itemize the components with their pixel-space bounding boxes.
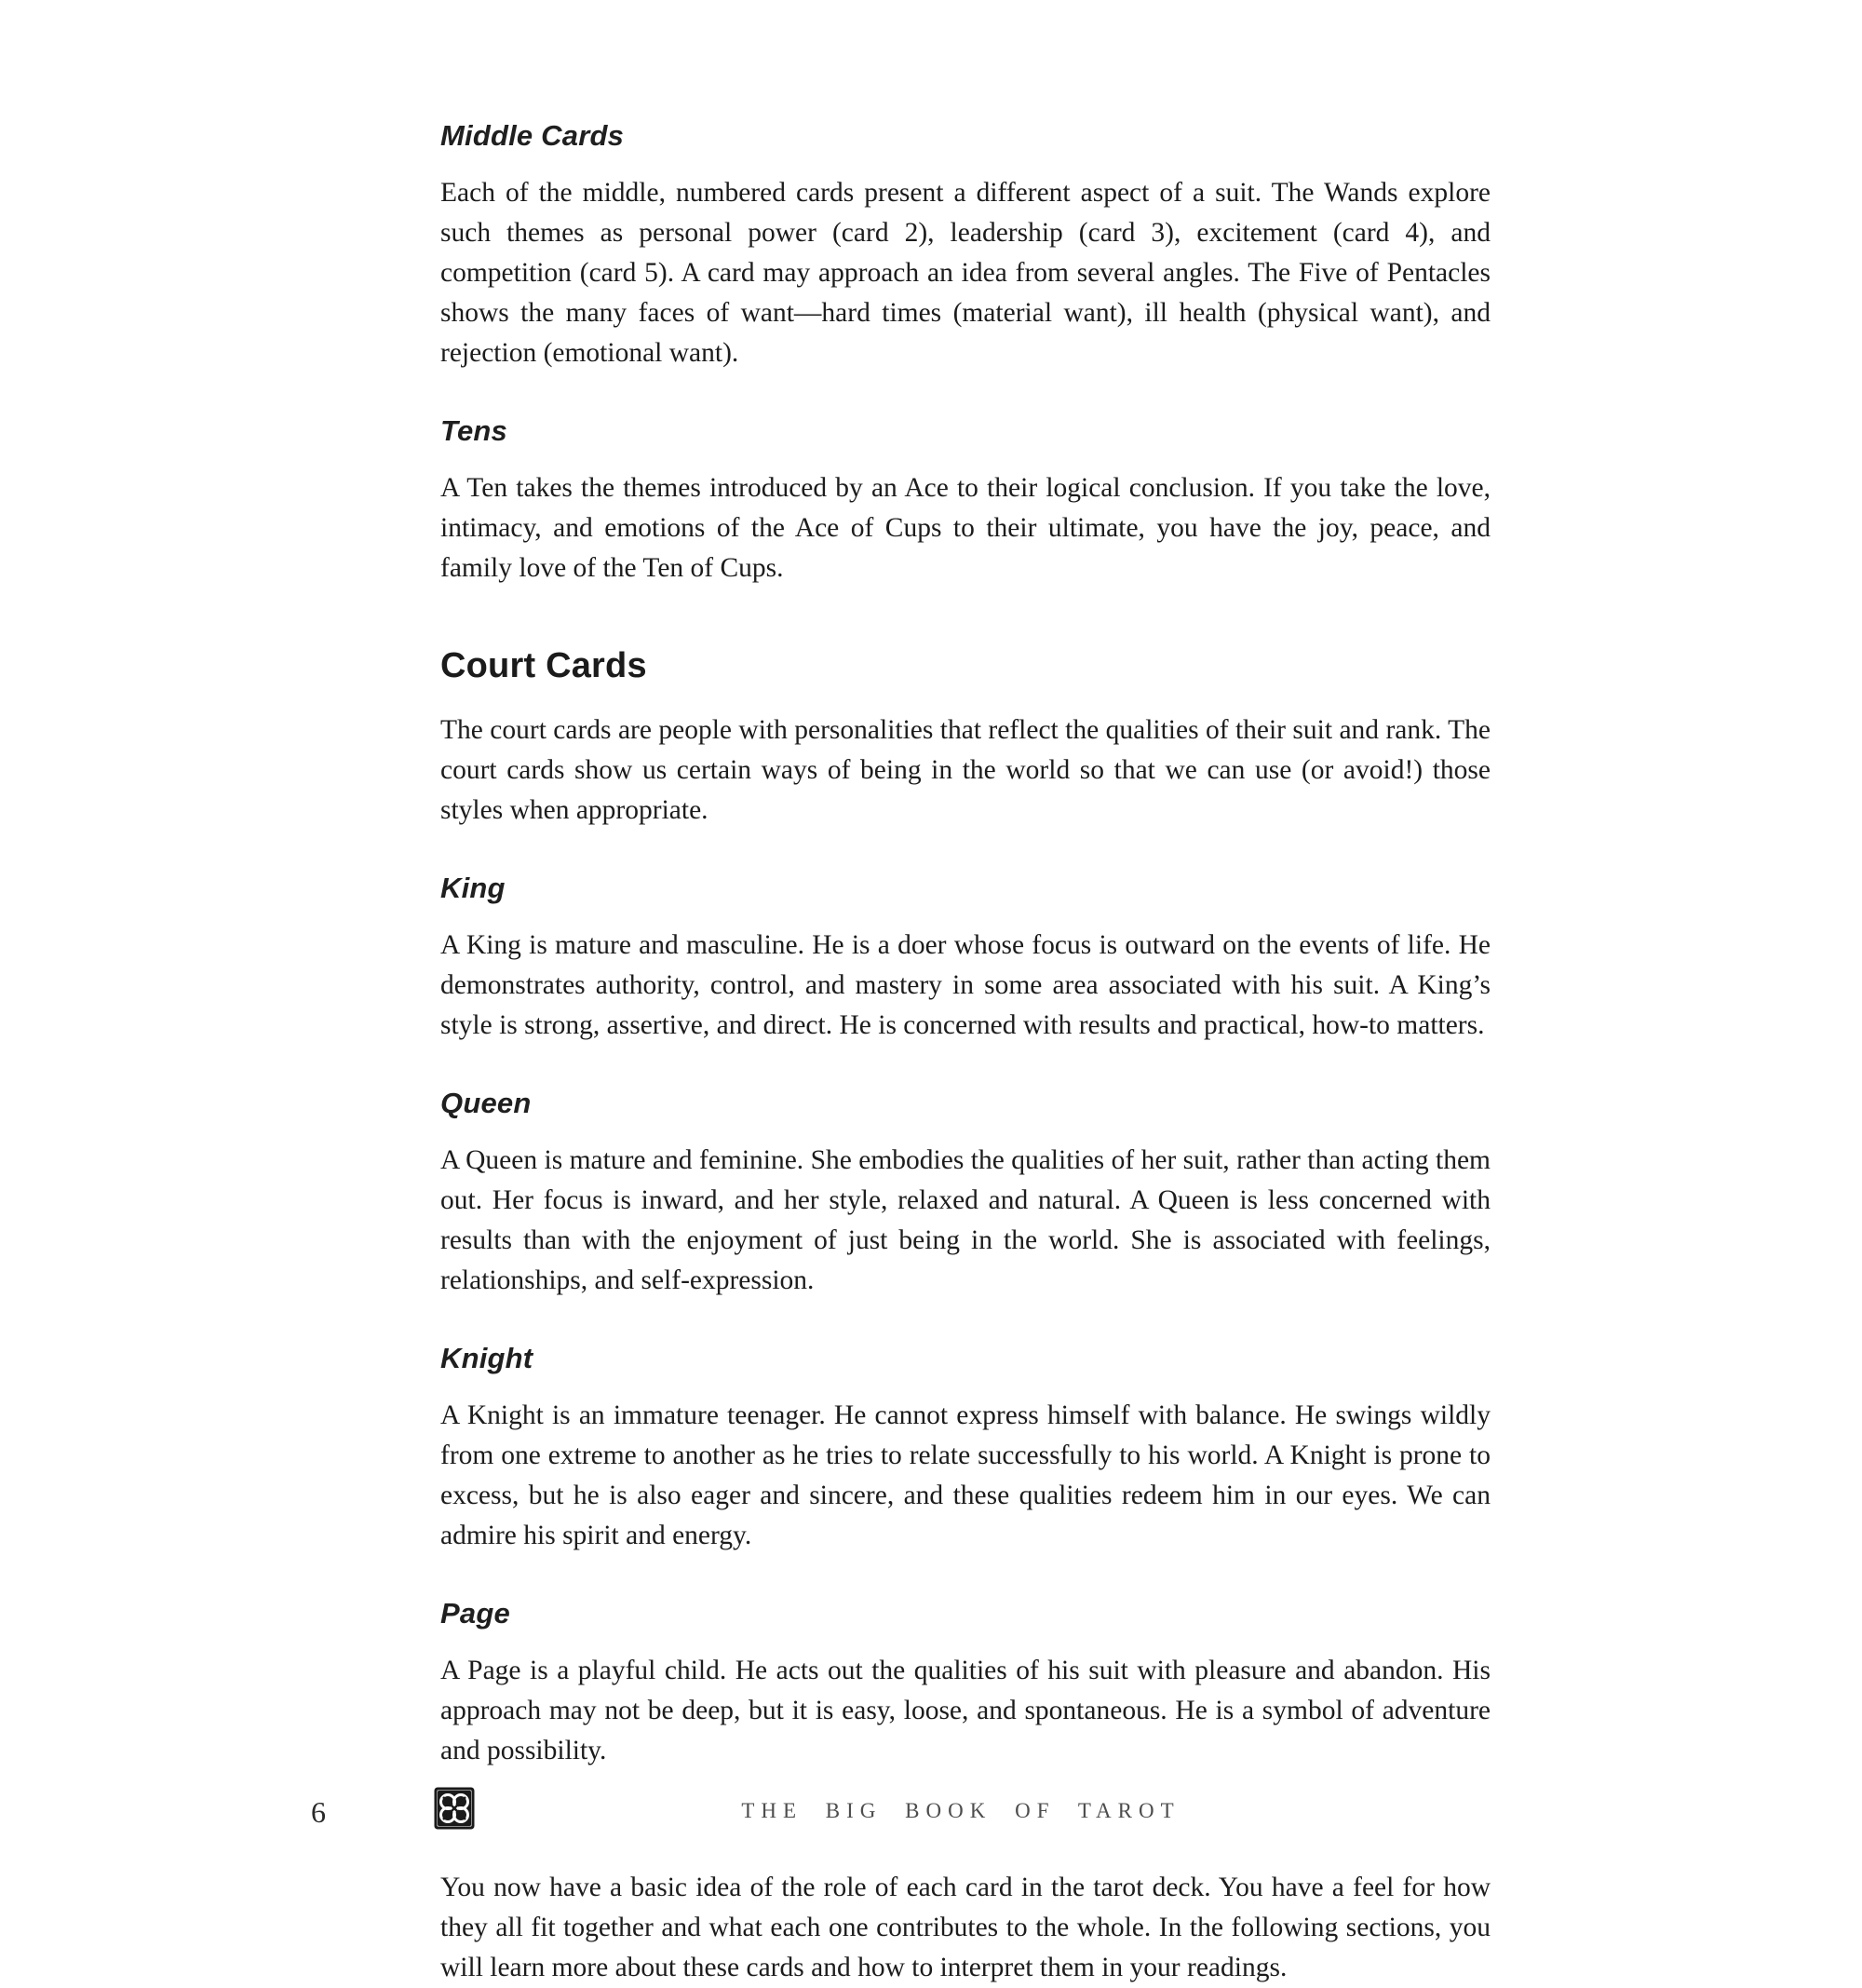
paragraph-middle-cards: Each of the middle, numbered cards present a different aspect of a suit. The Wands explore such themes as personal power (card 2), leadership (card 3), excitement (card 4), and competition (card 5). A card may approach an idea from several angles. The Five of Pentacles shows the many faces of want—hard times (material want), ill health (physical want), and rejection (emotional want). — [440, 178, 1491, 368]
section-heading-knight: Knight — [440, 1342, 533, 1374]
paragraph-page: A Page is a playful child. He acts out the qualities of his suit with pleasure and abandon. His approach may not be deep, but it is easy, loose, and spontaneous. He is a symbol of adventure and possibility. — [440, 1656, 1491, 1765]
page-footer — [0, 1784, 1862, 1840]
section-heading-tens: Tens — [440, 414, 508, 447]
page-content — [440, 0, 1491, 1988]
section-heading-queen: Queen — [440, 1087, 532, 1119]
paragraph-closing: You now have a basic idea of the role of each card in the tarot deck. You have a feel for how they all fit together and what each one contributes to the whole. In the following sections, you will learn more about these cards and how to interpret them in your readings. — [440, 1873, 1491, 1982]
celtic-knot-ornament-icon — [436, 1789, 473, 1828]
section-heading-court-cards: Court Cards — [440, 646, 647, 685]
paragraph-court-cards: The court cards are people with personalities that reflect the qualities of their suit and rank. The court cards show us certain ways of being in the world so that we can use (or avoid!) those styles when appropriate. — [440, 715, 1491, 825]
paragraph-king: A King is mature and masculine. He is a doer whose focus is outward on the events of life. He demonstrates authority, control, and mastery in some area associated with his suit. A King’s style is strong, assertive, and direct. He is concerned with results and practical, how-to matters. — [440, 930, 1491, 1040]
section-heading-middle-cards: Middle Cards — [440, 119, 625, 152]
paragraph-knight: A Knight is an immature teenager. He cannot express himself with balance. He swings wildly from one extreme to another as he tries to relate successfully to his world. A Knight is prone to excess, but he is also eager and sincere, and these qualities redeem him in our eyes. We can admire his spirit and energy. — [440, 1400, 1491, 1550]
page-number: 6 — [311, 1795, 326, 1829]
paragraph-tens: A Ten takes the themes introduced by an Ace to their logical conclusion. If you take the love, intimacy, and emotions of the Ace of Cups to their ultimate, you have the joy, peace, and family love of the Ten of Cups. — [440, 473, 1491, 583]
section-heading-king: King — [440, 872, 506, 904]
section-heading-page: Page — [440, 1597, 510, 1630]
paragraph-queen: A Queen is mature and feminine. She embodies the qualities of her suit, rather than acting them out. Her focus is inward, and her style, relaxed and natural. A Queen is less concerned with results than with the enjoyment of just being in the world. She is associated with feelings, relationships, and self-expression. — [440, 1145, 1491, 1295]
running-title: THE BIG BOOK OF TAROT — [741, 1799, 1181, 1822]
